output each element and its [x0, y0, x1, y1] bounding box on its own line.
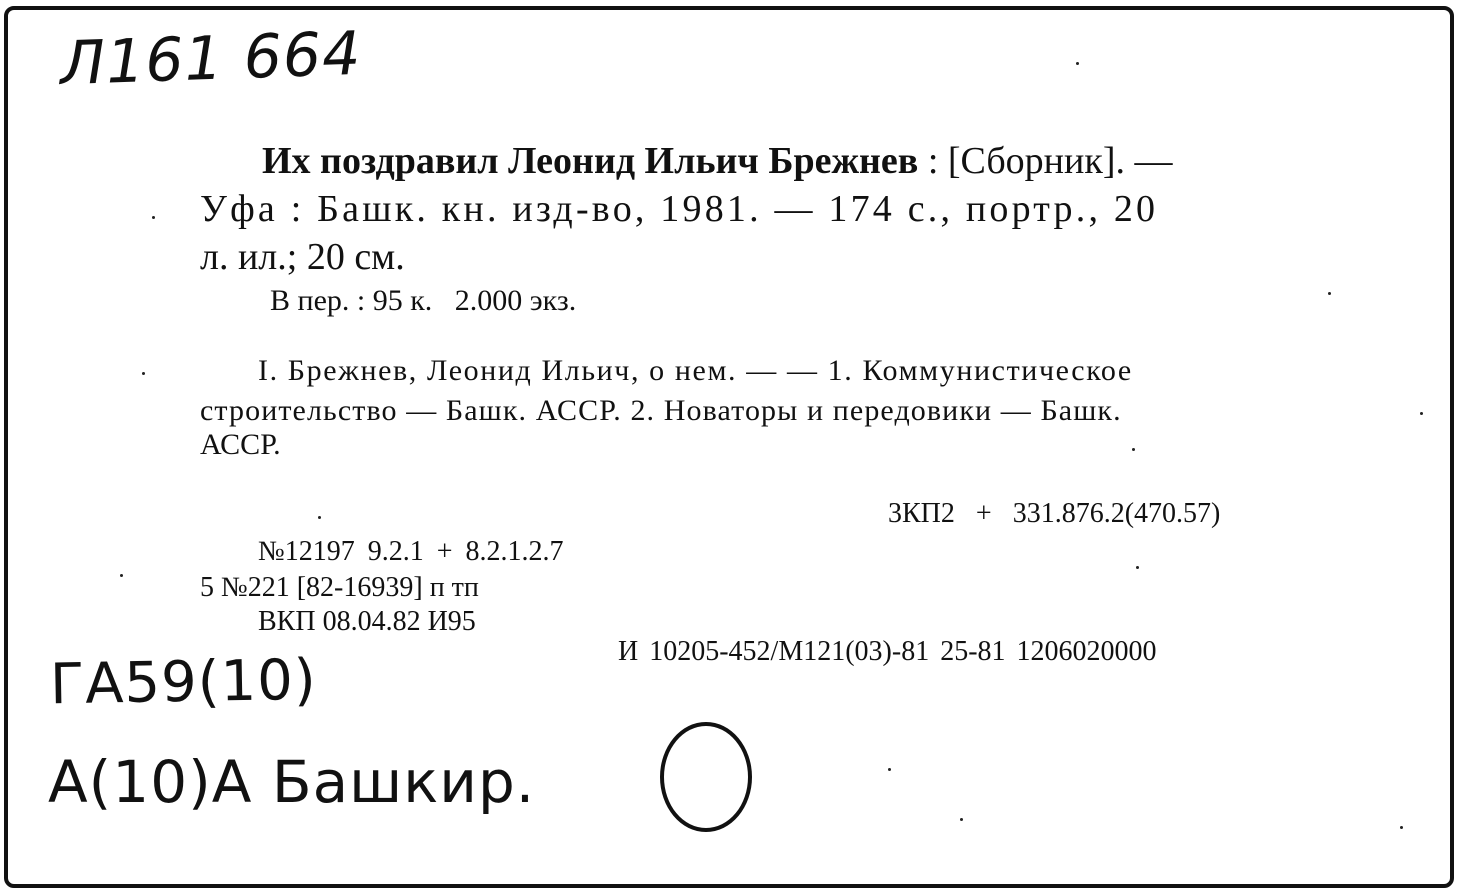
- scan-speck: [960, 818, 963, 821]
- scan-speck: [1328, 292, 1331, 295]
- imprint-line-1: Уфа : Башк. кн. изд-во, 1981. — 174 с., портр., 20: [200, 188, 1159, 230]
- isbn-line: И 10205-452/М121(03)-81 25-81 1206020000: [618, 636, 1157, 667]
- scan-speck: [152, 216, 155, 219]
- subject-line-2: строительство — Башк. АССР. 2. Новаторы и передовики — Башк.: [200, 394, 1122, 427]
- order-line: 5 №221 [82-16939] п тп: [200, 572, 479, 603]
- subject-line-1: I. Брежнев, Леонид Ильич, о нем. — — 1. Коммунистическое: [258, 354, 1133, 387]
- scan-speck: [1420, 412, 1423, 415]
- title-annotation: : [Сборник]. —: [918, 140, 1173, 182]
- handwritten-location: А(10)А Башкир.: [48, 748, 536, 816]
- classification-code: 3КП2 + 331.876.2(470.57): [888, 498, 1221, 529]
- scan-speck: [1132, 448, 1135, 451]
- scan-speck: [1076, 62, 1079, 65]
- handwritten-call-number: Л161 664: [58, 18, 363, 100]
- book-title: Их поздравил Леонид Ильич Брежнев: [262, 140, 919, 182]
- price-line: В пер. : 95 к. 2.000 экз.: [270, 284, 577, 317]
- scan-speck: [888, 768, 891, 771]
- imprint-line-2: л. ил.; 20 см.: [200, 236, 405, 278]
- scan-speck: [1136, 566, 1139, 569]
- handwritten-circle-mark: [660, 722, 752, 832]
- scan-speck: [142, 372, 145, 375]
- scan-speck: [1400, 826, 1403, 829]
- registration-number: №12197 9.2.1 + 8.2.1.2.7: [258, 536, 564, 567]
- scan-speck: [318, 516, 321, 519]
- title-line: [262, 142, 1372, 180]
- scan-speck: [120, 574, 123, 577]
- subject-line-3: АССР.: [200, 428, 281, 461]
- handwritten-shelf-code: ГА59(10): [49, 647, 318, 718]
- vkp-line: ВКП 08.04.82 И95: [258, 606, 476, 637]
